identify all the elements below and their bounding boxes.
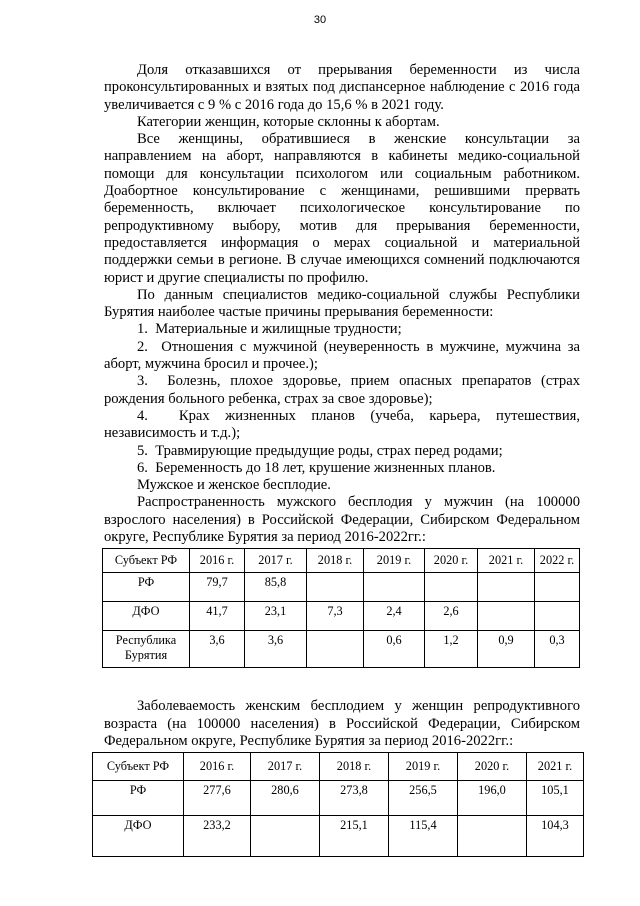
table-cell: 3,6 [190, 631, 245, 668]
table-cell: 0,3 [535, 631, 580, 668]
table-cell [478, 602, 535, 631]
column-header: Субъект РФ [93, 753, 184, 781]
paragraph-consultation: Все женщины, обратившиеся в женские консультации за направлением на аборт, направляются в кабинеты медико-социальной помощи для консультации психологом или социальным работником. Доабортное консультирование с женщинами, решившими прервать беременность, включает психологическое консультирование по репродуктивному выбору, мотив для прерывания беременности, предоставляется информация о мерах социальной и материальной поддержки семьи в регионе. В случае имеющихся сомнений подключаются юрист и другие специалисты по профилю. [104, 131, 580, 286]
table-cell [535, 602, 580, 631]
paragraph-reasons-intro: По данным специалистов медико-социальной службы Республики Бурятия наиболее частые причины прерывания беременности: [104, 286, 580, 321]
female-infertility-table [92, 752, 584, 857]
list-item: 1. Материальные и жилищные трудности; [137, 321, 402, 338]
table-cell [535, 573, 580, 602]
page-content [104, 62, 580, 857]
table-cell: 3,6 [245, 631, 307, 668]
male-infertility-table [102, 548, 580, 668]
table-cell: 105,1 [527, 781, 584, 816]
column-header: 2018 г. [320, 753, 389, 781]
column-header: 2022 г. [535, 549, 580, 573]
table-row [103, 631, 580, 668]
table-cell [364, 573, 425, 602]
column-header: 2019 г. [364, 549, 425, 573]
spacer [104, 668, 580, 698]
table-cell [478, 573, 535, 602]
column-header: 2019 г. [389, 753, 458, 781]
table-cell: 280,6 [251, 781, 320, 816]
paragraph-categories: Категории женщин, которые склонны к абортам. [137, 113, 440, 130]
column-header: 2016 г. [190, 549, 245, 573]
table-cell: ДФО [93, 816, 184, 857]
table-cell: 23,1 [245, 602, 307, 631]
column-header: 2017 г. [251, 753, 320, 781]
list-item: 5. Травмирующие предыдущие роды, страх перед родами; [137, 442, 503, 459]
column-header: 2017 г. [245, 549, 307, 573]
table-row [103, 602, 580, 631]
table-cell: 115,4 [389, 816, 458, 857]
table-cell: ДФО [103, 602, 190, 631]
column-header: Субъект РФ [103, 549, 190, 573]
table-cell: 2,6 [425, 602, 478, 631]
table2-caption: Заболеваемость женским бесплодием у женщин репродуктивного возраста (на 100000 населения) в Российской Федерации, Сибирском Федеральном округе, Республике Бурятия за период 2016-2022гг.: [104, 698, 580, 749]
paragraph-refusal-share: Доля отказавшихся от прерывания беременности из числа проконсультированных и взятых под диспансерное наблюдение с 2016 года увеличивается с 9 % с 2016 года до 15,6 % в 2021 году. [104, 62, 580, 113]
table-cell [425, 573, 478, 602]
table-cell: 256,5 [389, 781, 458, 816]
table-cell: 215,1 [320, 816, 389, 857]
table-cell [307, 631, 364, 668]
table-cell: 196,0 [458, 781, 527, 816]
table-cell: РФ [103, 573, 190, 602]
column-header: 2021 г. [527, 753, 584, 781]
table-cell: 41,7 [190, 602, 245, 631]
column-header: 2020 г. [425, 549, 478, 573]
column-header: 2021 г. [478, 549, 535, 573]
table-cell: 1,2 [425, 631, 478, 668]
column-header: 2018 г. [307, 549, 364, 573]
table-row [93, 781, 584, 816]
section-heading: Мужское и женское бесплодие. [137, 477, 331, 494]
table-header-row [103, 549, 580, 573]
table1-caption: Распространенность мужского бесплодия у мужчин (на 100000 взрослого населения) в Российской Федерации, Сибирском Федеральном округе, Республике Бурятия за период 2016-2022гг.: [104, 494, 580, 546]
table-cell: 79,7 [190, 573, 245, 602]
table-cell: 7,3 [307, 602, 364, 631]
table-cell [307, 573, 364, 602]
list-item: 2. Отношения с мужчиной (неуверенность в мужчине, мужчина за аборт, мужчина бросил и прочее.); [104, 338, 580, 373]
table-cell: Республика Бурятия [103, 631, 190, 668]
table-cell: 233,2 [184, 816, 251, 857]
table-cell: 0,6 [364, 631, 425, 668]
page-number: 30 [313, 14, 327, 26]
column-header: 2020 г. [458, 753, 527, 781]
table-cell: 2,4 [364, 602, 425, 631]
table-cell: РФ [93, 781, 184, 816]
list-item: 3. Болезнь, плохое здоровье, прием опасных препаратов (страх рождения больного ребенка, страх за свое здоровье); [104, 373, 580, 407]
table-row [103, 573, 580, 602]
table-cell: 104,3 [527, 816, 584, 857]
table-cell: 277,6 [184, 781, 251, 816]
table-cell: 273,8 [320, 781, 389, 816]
table-cell [458, 816, 527, 857]
table-row [93, 816, 584, 857]
column-header: 2016 г. [184, 753, 251, 781]
table-cell: 0,9 [478, 631, 535, 668]
table-cell [251, 816, 320, 857]
table-cell: 85,8 [245, 573, 307, 602]
list-item: 4. Крах жизненных планов (учеба, карьера, путешествия, независимость и т.д.); [104, 407, 580, 442]
table-header-row [93, 753, 584, 781]
list-item: 6. Беременность до 18 лет, крушение жизненных планов. [137, 459, 496, 476]
